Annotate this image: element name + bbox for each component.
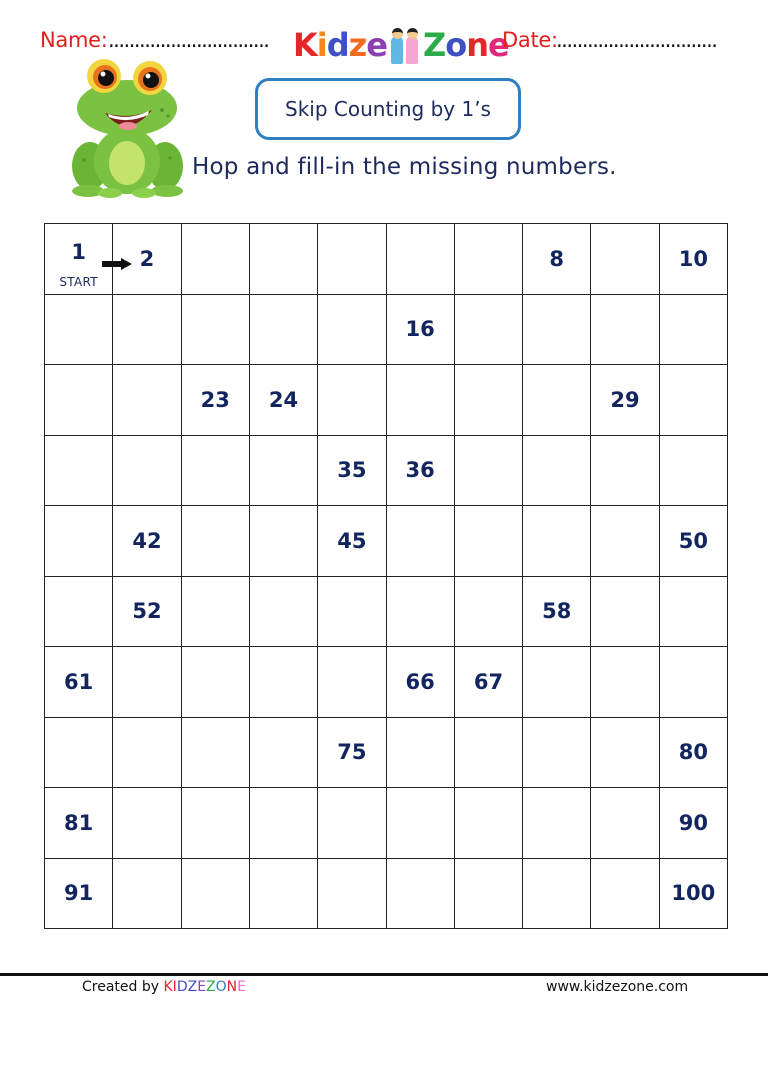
grid-cell-given xyxy=(45,224,113,295)
brand-letter: n xyxy=(466,26,488,64)
brand-letter: D xyxy=(176,979,188,995)
grid-cell-blank[interactable] xyxy=(250,859,318,930)
grid-cell-blank[interactable] xyxy=(455,295,523,366)
grid-cell-blank[interactable] xyxy=(387,365,455,436)
grid-cell-given xyxy=(45,647,113,718)
grid-cell-given xyxy=(591,365,659,436)
grid-cell-given xyxy=(318,506,386,577)
grid-cell-blank[interactable] xyxy=(523,647,591,718)
arrow-right-icon xyxy=(102,258,132,270)
grid-cell-blank[interactable] xyxy=(45,365,113,436)
grid-cell-blank[interactable] xyxy=(523,788,591,859)
grid-cell-blank[interactable] xyxy=(455,859,523,930)
brand-letter: I xyxy=(172,979,177,995)
brand-letter: Z xyxy=(187,979,198,995)
grid-cell-blank[interactable] xyxy=(523,506,591,577)
grid-cell-blank[interactable] xyxy=(45,295,113,366)
grid-cell-given xyxy=(387,436,455,507)
grid-number: 2 xyxy=(139,246,155,271)
brand-letter: O xyxy=(215,979,227,995)
grid-cell-blank[interactable] xyxy=(182,647,250,718)
grid-cell-given xyxy=(660,224,728,295)
grid-cell-given xyxy=(45,859,113,930)
number-grid xyxy=(44,223,728,929)
grid-number: 1 xyxy=(71,239,86,264)
grid-cell-blank[interactable] xyxy=(660,295,728,366)
grid-cell-given xyxy=(387,647,455,718)
grid-cell-blank[interactable] xyxy=(318,224,386,295)
grid-cell-blank[interactable] xyxy=(113,859,181,930)
grid-number: 29 xyxy=(610,387,640,412)
grid-number: 50 xyxy=(678,528,708,553)
grid-cell-blank[interactable] xyxy=(45,506,113,577)
grid-cell-blank[interactable] xyxy=(182,295,250,366)
grid-number: 52 xyxy=(132,599,162,624)
brand-letter: E xyxy=(237,979,247,995)
grid-cell-blank[interactable] xyxy=(45,436,113,507)
grid-cell-blank[interactable] xyxy=(387,859,455,930)
grid-number: 91 xyxy=(64,881,94,906)
footer-created-by: Created by xyxy=(82,979,164,995)
grid-cell-given xyxy=(113,577,181,648)
footer-brand xyxy=(163,979,246,995)
grid-cell-blank[interactable] xyxy=(45,718,113,789)
grid-cell-blank[interactable] xyxy=(318,577,386,648)
grid-cell-given xyxy=(113,506,181,577)
logo-letters-zone xyxy=(423,26,509,64)
grid-cell-blank[interactable] xyxy=(182,436,250,507)
grid-cell-blank[interactable] xyxy=(591,577,659,648)
worksheet-title: Skip Counting by 1’s xyxy=(285,97,491,121)
brand-letter: i xyxy=(316,26,327,64)
grid-number: 75 xyxy=(337,740,367,765)
grid-cell-given xyxy=(660,859,728,930)
grid-cell-blank[interactable] xyxy=(387,224,455,295)
grid-cell-blank[interactable] xyxy=(318,365,386,436)
grid-cell-blank[interactable] xyxy=(250,224,318,295)
grid-cell-blank[interactable] xyxy=(387,577,455,648)
grid-cell-blank[interactable] xyxy=(318,295,386,366)
grid-cell-blank[interactable] xyxy=(591,718,659,789)
grid-cell-blank[interactable] xyxy=(523,718,591,789)
grid-cell-blank[interactable] xyxy=(113,365,181,436)
grid-cell-blank[interactable] xyxy=(113,647,181,718)
grid-number: 23 xyxy=(200,387,230,412)
grid-cell-blank[interactable] xyxy=(591,506,659,577)
grid-number: 90 xyxy=(678,810,708,835)
brand-letter: Z xyxy=(206,979,216,995)
grid-number: 42 xyxy=(132,528,162,553)
grid-cell-blank[interactable] xyxy=(387,788,455,859)
grid-cell-blank[interactable] xyxy=(455,718,523,789)
grid-cell-blank[interactable] xyxy=(455,506,523,577)
grid-cell-given xyxy=(660,718,728,789)
brand-letter: Z xyxy=(423,26,446,64)
grid-cell-blank[interactable] xyxy=(523,295,591,366)
grid-cell-blank[interactable] xyxy=(591,647,659,718)
grid-cell-blank[interactable] xyxy=(250,506,318,577)
grid-cell-blank[interactable] xyxy=(591,295,659,366)
grid-number: 67 xyxy=(473,669,504,694)
grid-cell-blank[interactable] xyxy=(250,295,318,366)
logo-letters-kidze xyxy=(293,26,387,64)
grid-number: 24 xyxy=(268,387,299,412)
grid-number: 16 xyxy=(405,317,435,342)
grid-cell-blank[interactable] xyxy=(591,788,659,859)
brand-letter: K xyxy=(163,979,173,995)
frog-icon xyxy=(70,58,185,200)
grid-number: 81 xyxy=(64,810,94,835)
grid-cell-blank[interactable] xyxy=(318,859,386,930)
instruction-text: Hop and fill-in the missing numbers. xyxy=(192,154,617,180)
grid-number: 58 xyxy=(542,599,572,624)
grid-cell-given xyxy=(455,647,523,718)
grid-cell-blank[interactable] xyxy=(182,788,250,859)
brand-letter: E xyxy=(197,979,207,995)
grid-cell-blank[interactable] xyxy=(455,436,523,507)
grid-number: 61 xyxy=(64,669,94,694)
worksheet-title-box xyxy=(255,78,521,140)
grid-cell-given xyxy=(523,577,591,648)
grid-cell-blank[interactable] xyxy=(523,436,591,507)
brand-letter: e xyxy=(487,26,509,64)
brand-letter: K xyxy=(293,26,317,64)
grid-cell-blank[interactable] xyxy=(182,718,250,789)
start-label: START xyxy=(59,274,98,289)
grid-cell-given xyxy=(523,224,591,295)
grid-cell-blank[interactable] xyxy=(113,436,181,507)
grid-cell-blank[interactable] xyxy=(387,718,455,789)
grid-cell-blank[interactable] xyxy=(523,859,591,930)
grid-cell-blank[interactable] xyxy=(455,224,523,295)
grid-cell-blank[interactable] xyxy=(660,647,728,718)
grid-cell-blank[interactable] xyxy=(182,506,250,577)
grid-cell-blank[interactable] xyxy=(455,577,523,648)
brand-letter: z xyxy=(348,26,367,64)
grid-cell-blank[interactable] xyxy=(660,577,728,648)
kidzezone-logo xyxy=(293,24,509,64)
brand-letter: e xyxy=(366,26,387,64)
date-label: Date: xyxy=(502,28,558,52)
grid-number: 36 xyxy=(405,458,435,483)
grid-cell-blank[interactable] xyxy=(250,718,318,789)
date-blank-line[interactable]: ............................... xyxy=(556,28,717,52)
name-blank-line[interactable]: ............................... xyxy=(108,28,269,52)
grid-cell-given xyxy=(318,436,386,507)
grid-number: 66 xyxy=(405,669,435,694)
grid-cell-blank[interactable] xyxy=(182,859,250,930)
footer-credit xyxy=(82,979,246,995)
grid-cell-given xyxy=(182,365,250,436)
grid-cell-blank[interactable] xyxy=(523,365,591,436)
grid-number: 35 xyxy=(337,458,367,483)
grid-cell-given xyxy=(660,506,728,577)
grid-cell-given xyxy=(387,295,455,366)
grid-cell-blank[interactable] xyxy=(113,295,181,366)
grid-cell-blank[interactable] xyxy=(387,506,455,577)
grid-cell-blank[interactable] xyxy=(591,436,659,507)
logo-kids-icon xyxy=(388,28,422,64)
grid-cell-blank[interactable] xyxy=(182,224,250,295)
brand-letter: d xyxy=(326,26,349,64)
grid-cell-blank[interactable] xyxy=(113,788,181,859)
grid-cell-blank[interactable] xyxy=(455,788,523,859)
grid-cell-blank[interactable] xyxy=(318,788,386,859)
grid-cell-blank[interactable] xyxy=(660,365,728,436)
grid-number: 45 xyxy=(337,528,367,553)
grid-cell-blank[interactable] xyxy=(45,577,113,648)
grid-cell-given xyxy=(318,718,386,789)
name-label: Name: xyxy=(40,28,108,52)
grid-number: 100 xyxy=(671,881,716,906)
grid-cell-blank[interactable] xyxy=(250,436,318,507)
brand-letter: o xyxy=(445,26,467,64)
grid-number: 8 xyxy=(549,246,565,271)
grid-cell-blank[interactable] xyxy=(591,224,659,295)
grid-cell-blank[interactable] xyxy=(182,577,250,648)
grid-number: 10 xyxy=(678,246,708,271)
grid-cell-blank[interactable] xyxy=(113,718,181,789)
grid-cell-given xyxy=(250,365,318,436)
grid-cell-blank[interactable] xyxy=(250,647,318,718)
grid-cell-blank[interactable] xyxy=(318,647,386,718)
footer-website[interactable]: www.kidzezone.com xyxy=(546,979,689,995)
brand-letter: N xyxy=(226,979,238,995)
footer-divider xyxy=(0,973,768,976)
grid-cell-blank[interactable] xyxy=(250,577,318,648)
grid-cell-blank[interactable] xyxy=(591,859,659,930)
grid-number: 80 xyxy=(678,740,708,765)
grid-cell-blank[interactable] xyxy=(250,788,318,859)
grid-cell-given xyxy=(45,788,113,859)
grid-cell-blank[interactable] xyxy=(455,365,523,436)
grid-cell-given xyxy=(660,788,728,859)
grid-cell-blank[interactable] xyxy=(660,436,728,507)
